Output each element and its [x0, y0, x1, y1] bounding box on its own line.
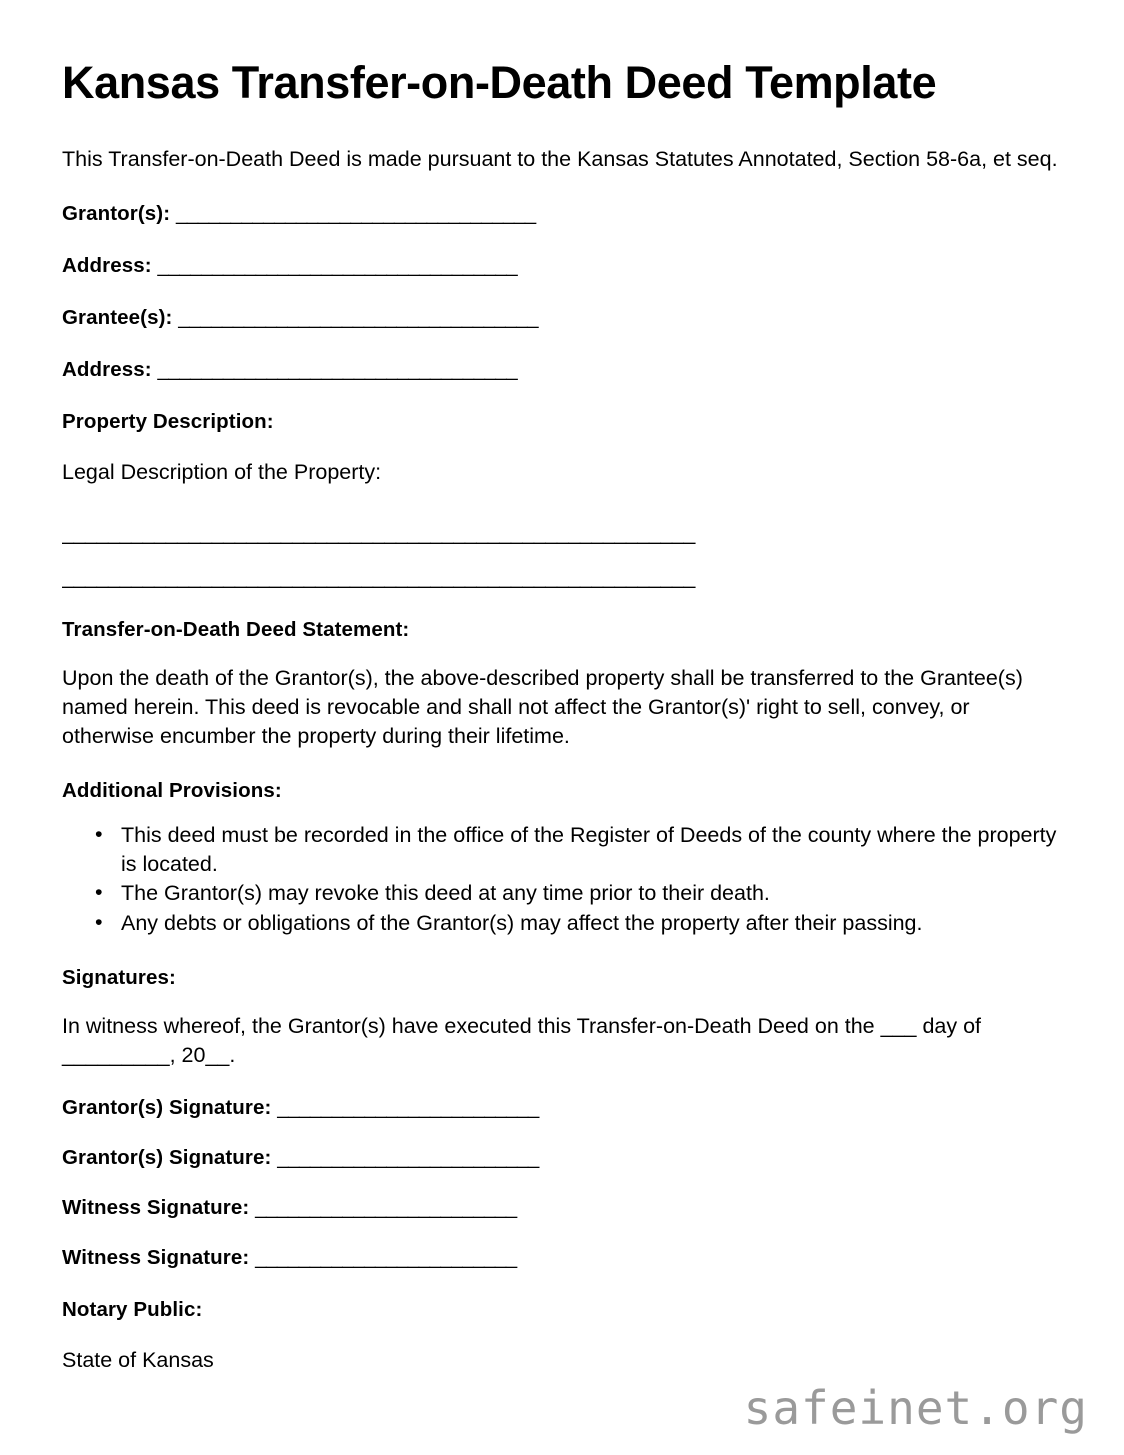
grantor-address-field-row [62, 254, 1062, 278]
watermark: safeinet.org [743, 1381, 1088, 1435]
grantor-address-blank-input[interactable]: _________________________________ [157, 254, 518, 278]
witness-clause-paragraph: In witness whereof, the Grantor(s) have executed this Transfer-on-Death Deed on the ___ day of _________, 20__. [62, 1013, 982, 1067]
grantee-address-field-row [62, 358, 1062, 382]
additional-provisions-list [62, 821, 1062, 937]
tod-statement-heading: Transfer-on-Death Deed Statement: [62, 618, 410, 642]
witness-signature-blank-2[interactable]: ________________________ [255, 1245, 517, 1269]
grantor-signature-blank-1[interactable]: ________________________ [277, 1095, 539, 1119]
grantee-blank-input[interactable]: _________________________________ [178, 306, 539, 330]
grantor-signature-blank-2[interactable]: ________________________ [277, 1145, 539, 1169]
grantee-label: Grantee(s): [62, 306, 173, 330]
intro-paragraph: This Transfer-on-Death Deed is made pursuant to the Kansas Statutes Annotated, Section 58-6a, et seq. [62, 147, 1058, 172]
witness-signature-row-1 [62, 1196, 1062, 1220]
grantee-address-blank-input[interactable]: _________________________________ [157, 358, 518, 382]
list-item: • The Grantor(s) may revoke this deed at any time prior to their death. [95, 879, 1062, 908]
grantor-signature-row-1 [62, 1096, 1062, 1120]
signatures-heading: Signatures: [62, 965, 176, 989]
property-description-heading: Property Description: [62, 410, 274, 434]
notary-state-line: State of Kansas [62, 1347, 214, 1372]
grantor-label: Grantor(s): [62, 202, 171, 226]
witness-signature-blank-1[interactable]: ________________________ [255, 1195, 517, 1219]
legal-description-blank-line-1[interactable]: _______________________________________________________ [62, 521, 695, 546]
witness-signature-label-1: Witness Signature: [62, 1195, 250, 1219]
grantor-signature-label-1: Grantor(s) Signature: [62, 1095, 272, 1119]
notary-public-heading: Notary Public: [62, 1297, 203, 1321]
grantor-signature-row-2 [62, 1146, 1062, 1170]
grantee-field-row [62, 306, 1062, 330]
grantor-field-row [62, 202, 1062, 226]
list-item: • This deed must be recorded in the office of the Register of Deeds of the county where the property is located. [95, 821, 1062, 878]
grantor-blank-input[interactable]: _________________________________ [175, 202, 536, 226]
list-item: • Any debts or obligations of the Grantor(s) may affect the property after their passing. [95, 909, 1062, 938]
grantee-address-label: Address: [62, 358, 152, 382]
page-title: Kansas Transfer-on-Death Deed Template [62, 57, 937, 108]
grantor-signature-label-2: Grantor(s) Signature: [62, 1145, 272, 1169]
tod-statement-body: Upon the death of the Grantor(s), the above-described property shall be transferred to the Grantee(s) named herein. This deed is revocable and shall not affect the Grantor(s)' right to sell, convey, or otherwise encumber the property during their lifetime. [62, 666, 1023, 749]
legal-description-blank-line-2[interactable]: _______________________________________________________ [62, 565, 695, 590]
witness-signature-label-2: Witness Signature: [62, 1245, 250, 1269]
witness-signature-row-2 [62, 1246, 1062, 1270]
grantor-address-label: Address: [62, 254, 152, 278]
legal-description-label: Legal Description of the Property: [62, 460, 382, 485]
additional-provisions-heading: Additional Provisions: [62, 779, 282, 803]
